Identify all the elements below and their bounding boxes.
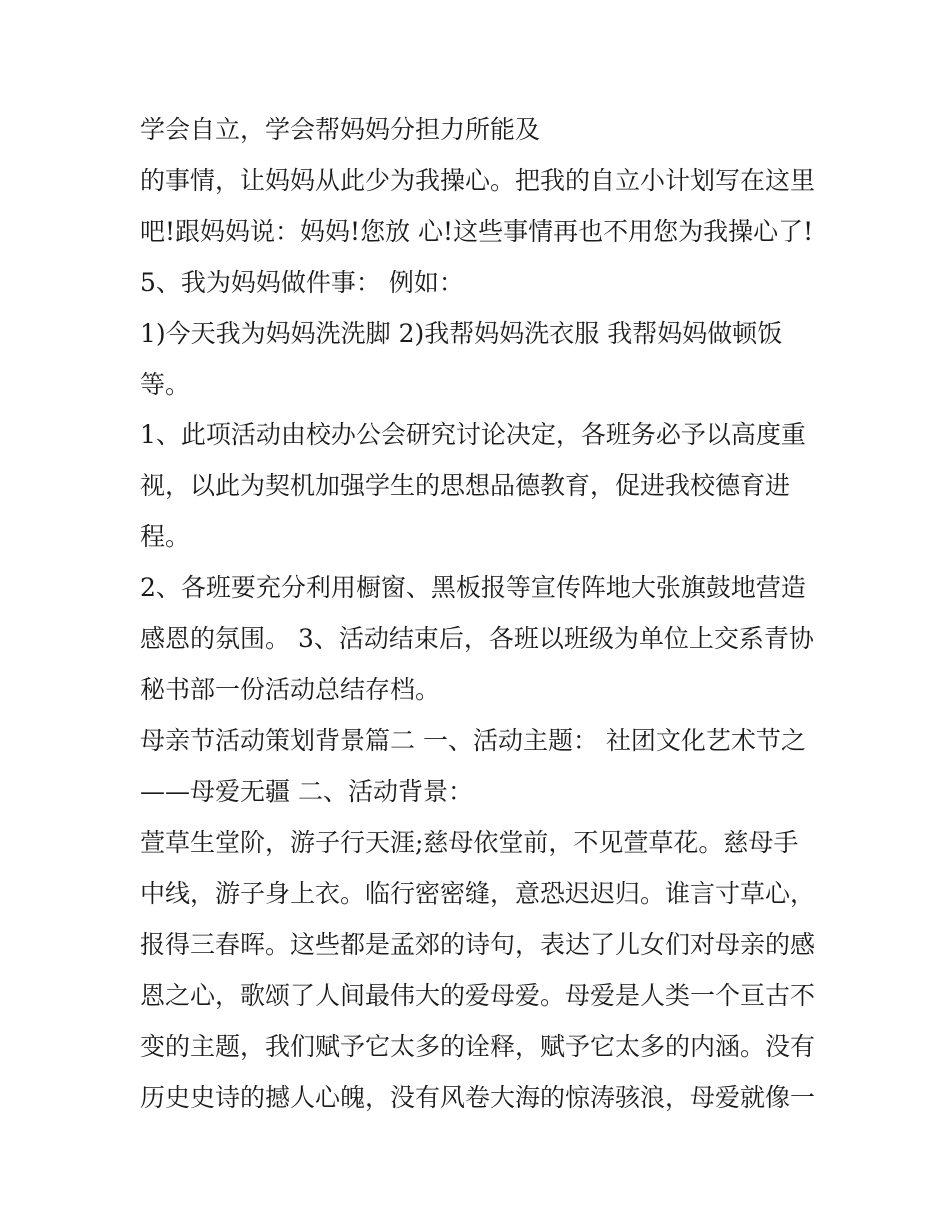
text-line: 1)今天我为妈妈洗洗脚 2)我帮妈妈洗衣服 我帮妈妈做顿饭 (140, 319, 783, 348)
text-line: 视，以此为契机加强学生的思想品德教育，促进我校德育进 (140, 471, 791, 500)
text-line: 等。 (140, 370, 191, 399)
text-line: 报得三春晖。这些都是孟郊的诗句，表达了儿女们对母亲的感 (140, 930, 816, 959)
text-line: 历史史诗的撼人心魄，没有风卷大海的惊涛骇浪，母爱就像一 (140, 1083, 816, 1112)
text-line: 2、各班要充分利用橱窗、黑板报等宣传阵地大张旗鼓地营造 (140, 573, 806, 602)
text-line: 的事情，让妈妈从此少为我操心。把我的自立小计划写在这里 (140, 166, 816, 195)
text-line: 1、此项活动由校办公会研究讨论决定，各班务必予以高度重 (140, 420, 806, 449)
text-line: 程。 (140, 522, 191, 551)
text-line: 秘书部一份活动总结存档。 (140, 675, 441, 704)
text-line: 变的主题，我们赋予它太多的诠释，赋予它太多的内涵。没有 (140, 1032, 816, 1061)
text-line: 恩之心，歌颂了人间最伟大的爱母爱。母爱是人类一个亘古不 (140, 981, 816, 1010)
text-line: 5、我为妈妈做件事： 例如： (140, 268, 464, 297)
text-line: 学会自立，学会帮妈妈分担力所能及 (140, 115, 541, 144)
text-line: 中线，游子身上衣。临行密密缝，意恐迟迟归。谁言寸草心， (140, 879, 816, 908)
text-line: 感恩的氛围。 3、活动结束后，各班以班级为单位上交系青协 (140, 624, 814, 653)
text-line: ——母爱无疆 二、活动背景： (140, 777, 473, 806)
text-line: 吧!跟妈妈说：妈妈!您放 心!这些事情再也不用您为我操心了! (140, 217, 814, 246)
text-line: 萱草生堂阶，游子行天涯;慈母依堂前，不见萱草花。慈母手 (140, 828, 799, 857)
text-line: 母亲节活动策划背景篇二 一、活动主题： 社团文化艺术节之 (140, 726, 806, 755)
